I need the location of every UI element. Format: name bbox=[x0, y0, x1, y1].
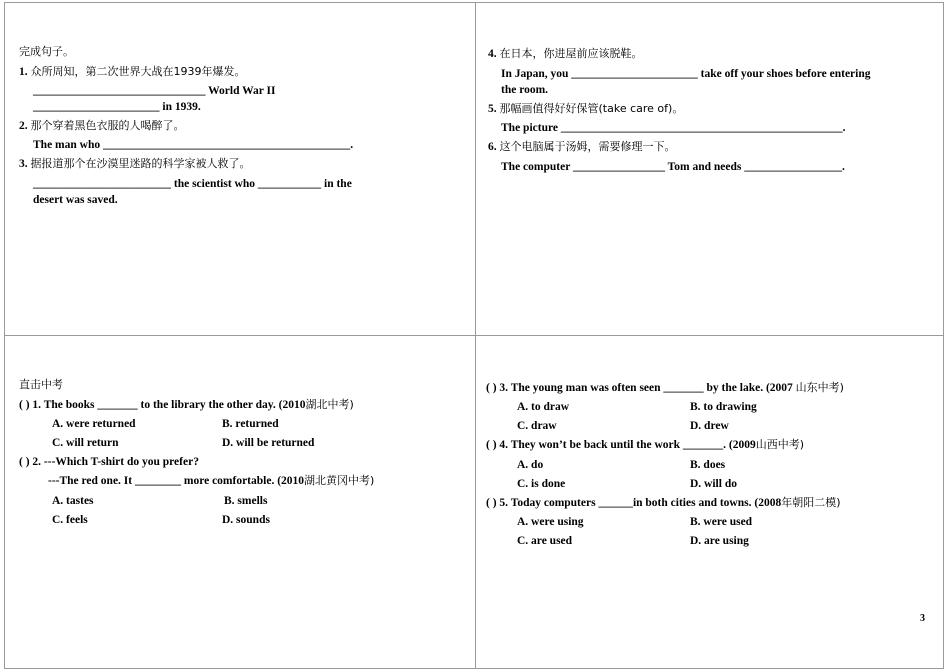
question-2 bbox=[19, 119, 185, 133]
option-a: A. tastes bbox=[52, 495, 94, 507]
section-title: 完成句子。 bbox=[19, 45, 74, 58]
answer-line: ______________________________ World War II bbox=[33, 85, 276, 97]
question-stem: ( ) 4. They won’t be back until the work _______. (2009 bbox=[486, 439, 756, 451]
question-number: 4. bbox=[488, 48, 497, 60]
question-stem: ---The red one. It ________ more comfortable. (2010 bbox=[48, 475, 305, 487]
option-a: A. were returned bbox=[52, 418, 136, 430]
horizontal-divider bbox=[4, 335, 944, 336]
question-chinese: 那幅画值得好好保管(take care of)。 bbox=[499, 102, 684, 115]
option-b: B. returned bbox=[222, 418, 279, 430]
option-a: A. do bbox=[517, 459, 544, 471]
question-number: 6. bbox=[488, 141, 497, 153]
mc-question-2: ( ) 2. ---Which T-shirt do you prefer? bbox=[19, 456, 199, 468]
question-number: 1. bbox=[19, 66, 28, 78]
question-4 bbox=[488, 47, 643, 61]
option-c: C. draw bbox=[517, 420, 557, 432]
option-d: D. will be returned bbox=[222, 437, 315, 449]
question-number: 5. bbox=[488, 103, 497, 115]
question-chinese: 那个穿着黑色衣服的人喝醉了。 bbox=[30, 119, 185, 132]
question-chinese: 据报道那个在沙漠里迷路的科学家被人救了。 bbox=[30, 157, 251, 170]
question-6 bbox=[488, 140, 676, 154]
option-a: A. were using bbox=[517, 516, 584, 528]
answer-line: The picture _________________________________________________. bbox=[501, 122, 846, 134]
answer-line: ______________________ in 1939. bbox=[33, 101, 201, 113]
mc-question-3 bbox=[486, 381, 844, 395]
option-d: D. sounds bbox=[222, 514, 270, 526]
option-c: C. feels bbox=[52, 514, 88, 526]
answer-line: The computer ________________ Tom and needs _________________. bbox=[501, 161, 845, 173]
question-chinese: 在日本，你进屋前应该脱鞋。 bbox=[499, 47, 643, 60]
answer-line: the room. bbox=[501, 84, 549, 96]
question-source: 山西中考) bbox=[755, 438, 805, 451]
option-b: B. were used bbox=[690, 516, 753, 528]
question-chinese: 这个电脑属于汤姆，需要修理一下。 bbox=[499, 140, 676, 153]
option-d: D. will do bbox=[690, 478, 737, 490]
option-c: C. will return bbox=[52, 437, 119, 449]
mc-question-4 bbox=[486, 438, 804, 452]
mc-question-5 bbox=[486, 496, 841, 510]
option-a: A. to draw bbox=[517, 401, 570, 413]
answer-line: The man who ___________________________________________. bbox=[33, 139, 354, 151]
question-5 bbox=[488, 102, 683, 116]
question-source: 湖北黄冈中考) bbox=[304, 474, 375, 487]
option-b: B. does bbox=[690, 459, 726, 471]
page-number: 3 bbox=[920, 613, 925, 624]
question-stem: ( ) 3. The young man was often seen _______ by the lake. (2007 bbox=[486, 382, 793, 394]
option-b: B. to drawing bbox=[690, 401, 757, 413]
mc-question-1 bbox=[19, 398, 354, 412]
question-chinese: 众所周知，第二次世界大战在1939年爆发。 bbox=[30, 65, 246, 78]
answer-line: In Japan, you ______________________ take off your shoes before entering bbox=[501, 68, 871, 80]
question-stem: ( ) 1. The books _______ to the library the other day. (2010 bbox=[19, 399, 306, 411]
section-title: 直击中考 bbox=[19, 378, 63, 391]
option-d: D. drew bbox=[690, 420, 729, 432]
answer-line: desert was saved. bbox=[33, 194, 118, 206]
question-source: 山东中考) bbox=[795, 381, 844, 394]
question-dialogue bbox=[48, 474, 374, 488]
question-number: 2. bbox=[19, 120, 28, 132]
question-source: 湖北中考) bbox=[305, 398, 354, 411]
answer-line: ________________________ the scientist who ___________ in the bbox=[33, 178, 352, 190]
option-b: B. smells bbox=[224, 495, 268, 507]
question-3 bbox=[19, 157, 251, 171]
question-stem: ( ) 5. Today computers ______in both cities and towns. (2008 bbox=[486, 497, 782, 509]
option-c: C. is done bbox=[517, 478, 566, 490]
option-d: D. are using bbox=[690, 535, 749, 547]
question-number: 3. bbox=[19, 158, 28, 170]
option-c: C. are used bbox=[517, 535, 573, 547]
question-source: 年朝阳二模) bbox=[781, 496, 841, 509]
question-1 bbox=[19, 65, 246, 79]
